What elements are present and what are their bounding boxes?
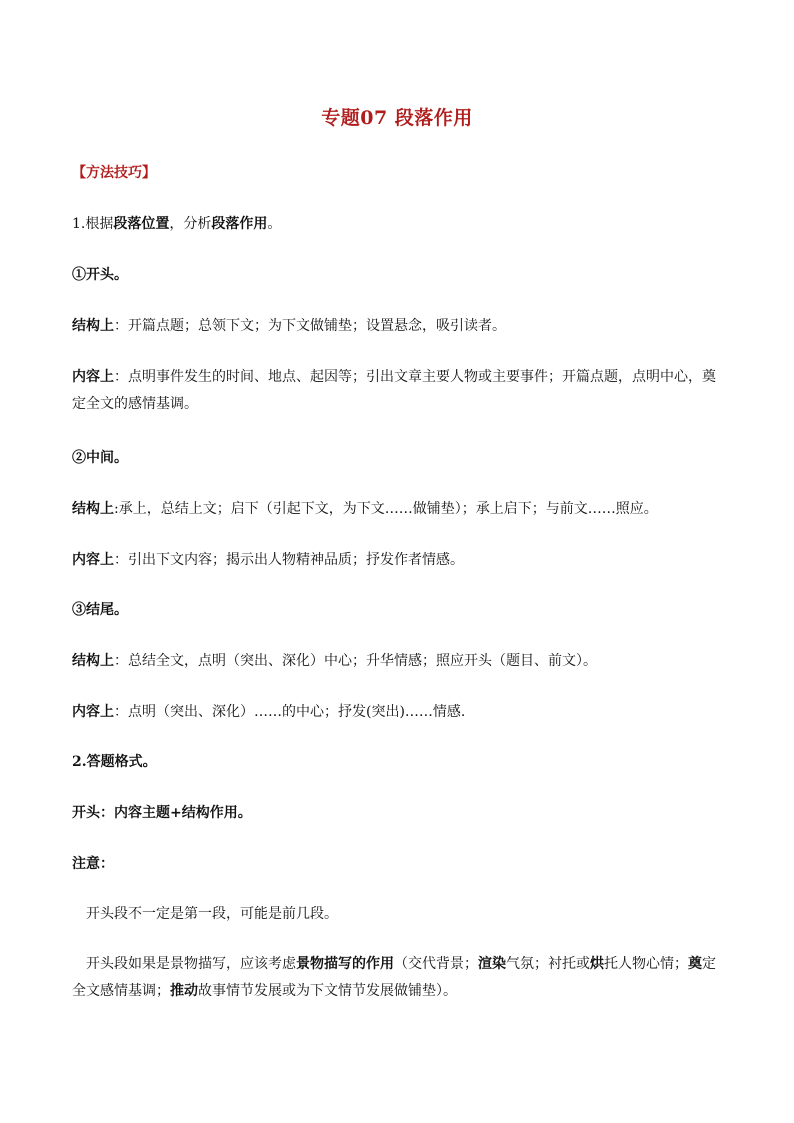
ending-structure [72,648,722,675]
ending-content-label: 内容上 [72,704,114,720]
note-2-a: 开头段如果是景物描写，应该考虑 [86,956,296,972]
answer-format-text: 内容主题+结构作用。 [114,805,252,821]
point-1 [72,211,722,238]
note-2-h: 奠 [688,956,702,972]
opening-content-label: 内容上 [72,369,114,385]
middle-content [72,547,722,574]
note-2 [72,951,722,1004]
answer-format-label: 开头： [72,805,114,821]
middle-structure-label: 结构上 [72,501,114,517]
note-2-d: 渲染 [478,956,506,972]
note-1: 开头段不一定是第一段，可能是前几段。 [86,906,338,922]
note-label: 注意： [72,856,114,872]
ending-content [72,699,722,726]
point-1-c: ，分析 [169,216,212,232]
opening-content [72,364,722,417]
note-2-g: 托人物心情； [604,956,688,972]
middle-structure [72,496,722,523]
note-2-c: （交代背景； [394,956,478,972]
note-2-i: 定全文感情基调； [72,956,716,999]
answer-format [72,800,722,827]
point-2: 2.答题格式。 [72,754,157,770]
opening-content-text: ：点明事件发生的时间、地点、起因等；引出文章主要人物或主要事件；开篇点题，点明中心，奠定全文的感情基调。 [72,369,716,412]
point-1-e: 。 [267,216,282,232]
note-2-j: 推动 [170,982,198,999]
opening-structure [72,313,722,340]
point-1-d: 段落作用 [211,216,268,232]
opening-structure-text: ：开篇点题；总领下文；为下文做铺垫；设置悬念，吸引读者。 [114,318,506,334]
section-heading: 【方法技巧】 [72,165,156,181]
point-1-num: 1. [72,216,86,232]
ending-structure-label: 结构上 [72,653,114,669]
heading-ending: ③结尾。 [72,602,128,618]
ending-content-text: ：点明（突出、深化）……的中心；抒发(突出)……情感. [114,704,466,720]
middle-content-text: ：引出下文内容；揭示出人物精神品质；抒发作者情感。 [114,552,464,568]
page-title: 专题07 段落作用 [321,107,473,129]
note-2-f: 烘 [590,956,604,972]
point-1-a: 根据 [85,216,114,232]
point-1-b: 段落位置 [113,216,170,232]
ending-structure-text: ：总结全文，点明（突出、深化）中心；升华情感；照应开头（题目、前文）。 [114,653,597,669]
opening-structure-label: 结构上 [72,318,114,334]
note-2-k: 故事情节发展或为下文情节发展做铺垫）。 [198,982,457,999]
note-2-b: 景物描写的作用 [296,956,394,972]
middle-content-label: 内容上 [72,552,114,568]
note-2-e: 气氛；衬托或 [506,956,590,972]
heading-middle: ②中间。 [72,450,128,466]
heading-opening: ①开头。 [72,267,128,283]
middle-structure-text: :承上，总结上文；启下（引起下文，为下文……做铺垫）；承上启下；与前文……照应。 [114,501,658,517]
